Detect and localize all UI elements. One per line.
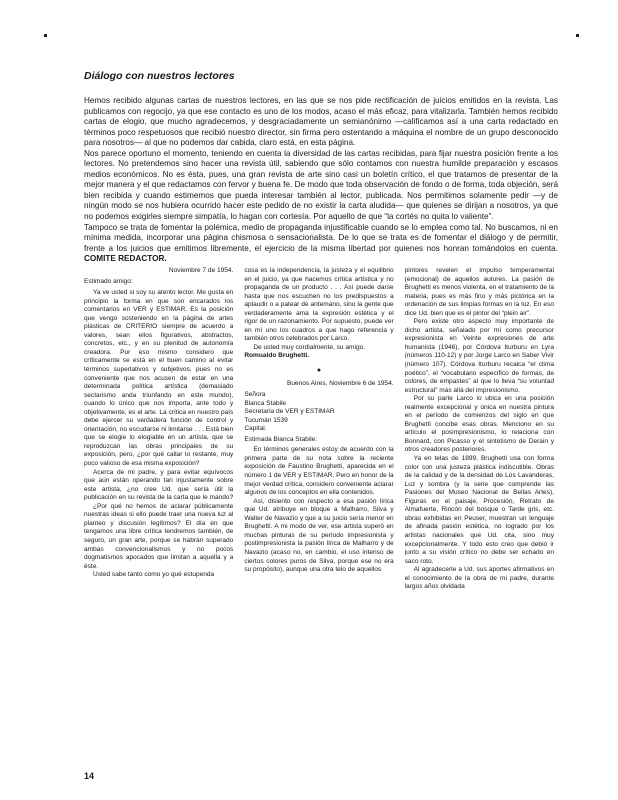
recipient-line: Señora <box>244 391 266 399</box>
letters-columns <box>84 267 554 775</box>
article-title: Diálogo con nuestros lectores <box>84 70 235 82</box>
intro-paragraph: Hemos recibido algunas cartas de nuestros lectores, en las que se nos pide rectificación de juicios emitidos en la revista. Las publicamos con regocijo, ya que ese contacto es uno de los modos, acaso el más eficaz, para vitalizarla. También hemos recibido cartas de elogio, que mucho agradecemos, y desgraciadamente un semianónimo —calificamos así a una carta redactado en términos poco respetuosos que recibió nuestro director, sin firma pero ostentando a máquina el nombre de un grupo desconocido para nosotros— al que no podemos dar cabida, claro está, en esta página. <box>84 96 558 148</box>
letter-salutation: Estimada Blanca Stabile: <box>244 435 318 443</box>
letter-signature: Romualdo Brughetti. <box>244 352 310 360</box>
crop-mark-top-left <box>44 34 47 37</box>
letter-paragraph: Ya en telas de 1899, Brughetti usa con forma color con una justeza plástica indiscutible. Obras de la calidad y de la densidad de Los Lavanderas, Luz y sombra (y la serie que comprende las Pasiones del Museo Nacional de Bellas Artes), Figuras en el paisaje, Procesión, Retrato de Almafuerte, Rincón del bosque o Tarde gris, etc. obras exhibidas en Peuser, muestran un lenguaje de afinada pasión estética, no logrado por los artistas nacionales que Ud. cita, sino muy excepcionalmente. Y todo esto creo que debió ir junto a su visión crítico no debe ser echado en saco roto. <box>404 455 554 565</box>
letter-column-3 <box>405 267 554 775</box>
letter-paragraph: Ya ve usted si soy su atento lector. Me gusta en principio la forma en que son encarados los comentarios en VER y ESTIMAR. Es la posición que vengo sosteniendo en la página de artes plásticas de CRITERIO siempre de acuerdo a valores, sean ellos figurativos, abstractos, concretos, etc., y en su plenitud de autonomía creadora. Por eso mismo considero que críticamente se está en el buen camino al evitar términos superlativos y subjetivos, pues no es conveniente que nos acusen de estar en una determinada política artística (demasiado sectarismo anda triunfando en este mundo), cuando lo único que nos importa, ante todo y objetivamente, es el arte. La crítica en nuestro país debe ejercer su verdadera función de control y orientación, no escudarse ni limitarse . . . Está bien que se elogie lo elogiable en un artista, que se reproduzcan las obras principales de su exposición, pero, ¿por qué callar lo restante, muy poco valioso de esa misma exposición? <box>84 289 234 468</box>
letter-paragraph: Pero existe otro aspecto muy importante de dicho artista, señalado por mí como precursor expresionista en Veinte expresiones de arte humanista (1946), por Córdova Iturburu en Lyra (números 110-12) y por Jorge Larco en Saber Vivir (número 107). Córdova Iturburu recalca “el clima poético”, el “vocabulario específico de formas, de colores, de empastes” al que lo lleva “su voluntad estructural” más allá del impresionismo. <box>404 318 554 394</box>
letter-date: Buenos Aires, Noviembre 6 de 1954. <box>287 379 394 387</box>
letter-date: Noviembre 7 de 1954. <box>168 267 234 274</box>
crop-mark-top-right <box>576 34 579 37</box>
letter-closing: De usted muy cordialmente, su amigo. <box>253 343 366 351</box>
recipient-line: Capital. <box>244 425 267 433</box>
letter-paragraph: Así, disiento con respecto a esa pasión lírica que Ud. atribuye en bloque a Malharro, Silva y Walter de Navazio y que a su juicio sería menor en Brughetti. A mi modo de ver, ese artista superó en muchas pinturas de su período impresionista y postimpresionista la pasión lírica de Malharro y de Navazio (acaso no, en cambio, el uso intenso de ciertos colores puros de Silva, porque ese no era su propósito), aunque una otra telo de aquellos <box>244 497 394 574</box>
signoff: COMITE REDACTOR. <box>84 254 167 264</box>
recipient-line: Tucumán 1539 <box>244 416 288 424</box>
letter-paragraph: Usted sabe tanto como yo qué estupenda <box>93 571 215 579</box>
intro-text: Tampoco se trata de fomentar la polémica, medio de propaganda injustificable cuando se lo emplea como tal. No buscamos, ni en mínima medida, incorporar una página chismosa o sensacionalista. De lo que se trata es de fomentar el diálogo y de permitir, frente a los juicios que emitimos libremente, el ejercicio de la misma libertad por quienes nos honran tomándolos en cuenta. <box>84 222 558 253</box>
recipient-line: Secretaria de VER y ESTIMAR <box>244 408 335 416</box>
letter-paragraph: ¿Por qué no hemos de aclarar públicamente nuestras ideas si ello puede traer una nueva luz al planteo y discusión legítimos? El día en que tengamos una libre crítica tendremos también, de seguro, un gran arte, porque se habrán superado ambas convencionalismos y no pocos dogmatismos apocados que limitan a aquella y a éste. <box>84 502 234 570</box>
letter-paragraph: Acerca de mi padre, y para evitar equívocos que aún están operando tan injustamente sobre este artista, ¿no cree Ud. que sería útil la publicación en su revista de la carta que le mando? <box>84 468 234 502</box>
letter-column-1 <box>84 267 233 775</box>
recipient-line: Blanca Stabile <box>244 399 287 407</box>
letter-paragraph: cosa es la independencia, la justeza y el equilibrio en el juicio, ya que hacemos crítica artística y no propaganda de un producto . . . Así puede darse hasta que nos escuchen no los predispuestos a aplaudir o a patear de antemano, sino la gente que verdaderamente ama la expresión estética y el rigor de un razonamiento. Por supuesto, puede ver en mí uno los cuadros a que hago referencia y también otros celebrados por Larco. <box>244 267 394 343</box>
bullet-separator: ● <box>316 367 322 375</box>
letter-paragraph: Por su parte Larco lo ubica en una posición realmente excepcional y única en nuestra pintura en el período de comienzos del siglo en que Brughetti concibe esas obras. Menciono en su artículo el posimpresionismo, lo relaciona con Bonnard, con Picasso y el sintetismo de Derain y otros creadores posteriores. <box>404 395 554 454</box>
intro-paragraph: Nos parece oportuno el momento, teniendo en cuenta la diversidad de las cartas recibidas, para fijar nuestra posición frente a los lectores. No pretendemos sino hacer una revista útil, sabiendo que sólo contamos con nuestra humilde preparación y escasos medios económicos. No es ésta, pues, una gran revista de arte sino casi un boletín crítico, el que tratamos de presentar de la mejor manera y el que redactamos con fervor y buena fe. De modo que toda observación de fondo o de forma, toda objeción, será bien recibida y cuando estimemos que pueda interesar también al lector, publicada. Nos permitimos solamente pedir —y de ningún modo se nos hubiera ocurrido hacer este pedido de no existir la carta aludida— que quienes se dirijan a nosotros, ya que no podemos exigirles siempre simpatía, lo hagan con cortesía. Por aquello de que “la cortés no quita lo valiente”. <box>84 148 558 222</box>
letter-paragraph: Al agradecerle a Ud. sus aportes afirmativos en el conocimiento de la obra de mi padre, durante largos años olvidada <box>404 566 554 591</box>
letter-salutation: Estimado amigo: <box>84 277 133 285</box>
letter-paragraph: En términos generales estoy de acuerdo con la primera parte de su nota sobre la reciente exposición de Faustino Brughetti, aparecida en el número 1 de VER y ESTIMAR. Pero en honor de la mejor verdad crítica, considero conveniente aclarar algunos de los conceptos en ella contenidos. <box>244 446 394 497</box>
page-number: 14 <box>84 771 95 781</box>
letter-column-2 <box>244 267 393 775</box>
intro-paragraph <box>84 223 558 265</box>
article-intro <box>84 96 558 265</box>
letter-paragraph: pintores revelen el impulso temperamental (emocional) de aquellos autores. La pasión de Brughetti es menos violenta, en el tratamiento de la materia, pues es más fino y más pictórica en la ordenación de sus limpias formas en la luz. En eso dice Ud. bien que es el pintor del “plein air”. <box>404 267 554 317</box>
